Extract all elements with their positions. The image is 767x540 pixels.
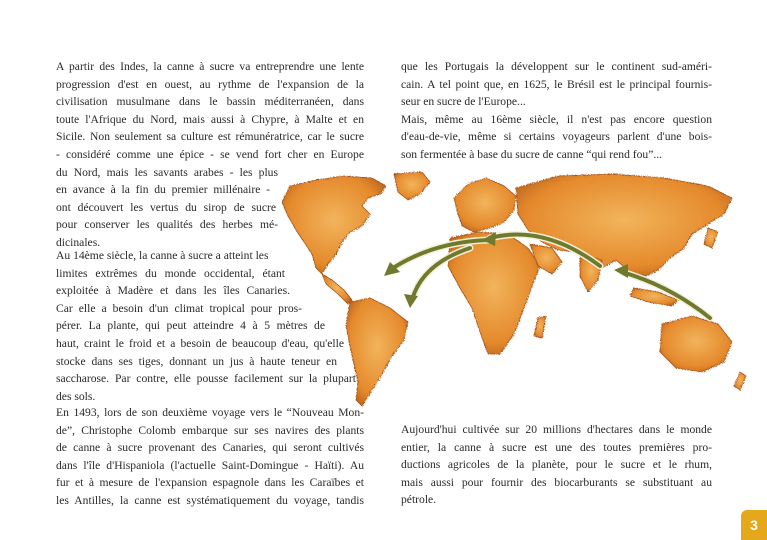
arrow-head-asia: [614, 264, 628, 278]
text-line: mais aussi pour fournir des biocarburants se substituant au: [401, 475, 712, 489]
text-line: haut, craint le froid et a besoin de beaucoup d'eau, qu'elle: [56, 336, 344, 350]
text-line: Car elle a besoin d'un climat tropical pour pros-: [56, 301, 302, 315]
text-line: - considéré comme une épice - se vend fort cher en Europe: [56, 147, 364, 161]
text-line: Aujourd'hui cultivée sur 20 millions d'hectares dans le monde: [401, 423, 712, 436]
text-line: Mais, même au 16ème siècle, il n'est pas encore question: [401, 112, 712, 126]
text-line: A partir des Indes, la canne à sucre va entreprendre une lente: [56, 60, 364, 73]
text-line: toute l'Afrique du Nord, mais aussi à Chypre, à Malte et en: [56, 112, 364, 126]
text-line: pétrole.: [401, 493, 437, 507]
europe-shape: [454, 178, 516, 232]
text-line: les Antilles, la canne est systématiquement du voyage, tandis: [56, 493, 364, 507]
madagascar-shape: [534, 316, 546, 338]
south-america-shape: [346, 298, 408, 406]
central-america-shape: [322, 274, 352, 304]
japan-shape: [704, 228, 718, 248]
arrow-head-caribbean: [404, 294, 418, 308]
text-line: pour conserver les qualités des herbes mé-: [56, 218, 278, 232]
text-line: en avance à la fin du premier millénaire -: [56, 183, 270, 197]
text-line: civilisation musulmane dans le bassin méditerranéen, dans: [56, 95, 364, 109]
greenland-shape: [394, 172, 430, 200]
text-line: entier, la canne à sucre est une des toutes premières pro-: [401, 440, 712, 454]
text-line: du Nord, mais les savants arabes - les plus: [56, 165, 278, 179]
text-line: En 1493, lors de son deuxième voyage vers le “Nouveau Mon-: [56, 406, 364, 419]
text-line: que les Portugais la développent sur le continent sud-améri-: [401, 60, 712, 73]
north-america-shape: [282, 176, 386, 274]
text-line: de”, Christophe Colomb embarque sur ses navires des plants: [56, 423, 364, 437]
text-line: de canne à sucre provenant des Canaries, qui seront cultivés: [56, 441, 364, 455]
text-line: Au 14ème siècle, la canne à sucre a atteint les: [56, 249, 269, 262]
new-zealand-shape: [734, 372, 746, 390]
world-map: [262, 168, 748, 422]
text-line: son fermentée à base du sucre de canne “qui rend fou”...: [401, 147, 663, 161]
text-line: seur en sucre de l'Europe...: [401, 95, 526, 109]
text-line: exploitée à Madère et dans les îles Canaries.: [56, 284, 290, 298]
text-line: cain. A tel point que, en 1625, le Brésil est le principal fournis-: [401, 77, 712, 91]
australia-shape: [660, 316, 732, 372]
text-line: pérer. La plante, qui peut atteindre 4 à 5 mètres de: [56, 319, 325, 333]
text-line: ont découvert les vertus du sirop de sucre: [56, 200, 276, 214]
text-line: des sols.: [56, 389, 96, 403]
text-line: Sicile. Non seulement sa culture est rémunératrice, car le sucre: [56, 130, 364, 144]
text-line: progression d'est en ouest, au rythme de l'expansion de la: [56, 77, 364, 91]
text-line: limites extrêmes du monde occidental, étant: [56, 266, 285, 280]
text-line: saccharose. Par contre, elle pousse facilement sur la plupart: [56, 372, 356, 386]
right-paragraph-1: [401, 58, 712, 164]
text-line: stocke dans ses tiges, donnant un jus à haute teneur en: [56, 354, 337, 368]
page-number-badge: 3: [741, 510, 767, 540]
right-paragraph-2: [401, 421, 712, 509]
text-line: dicinales.: [56, 235, 101, 249]
text-line: dans l'île d'Hispaniola (l'actuelle Saint-Domingue - Haïti). Au: [56, 458, 364, 472]
text-line: d'eau-de-vie, même si certains voyageurs parlent d'une bois-: [401, 130, 712, 144]
text-line: ductions agricoles de la planète, pour le sucre et le rhum,: [401, 458, 712, 472]
text-line: fur et à mesure de l'expansion espagnole dans les Caraïbes et: [56, 476, 364, 490]
